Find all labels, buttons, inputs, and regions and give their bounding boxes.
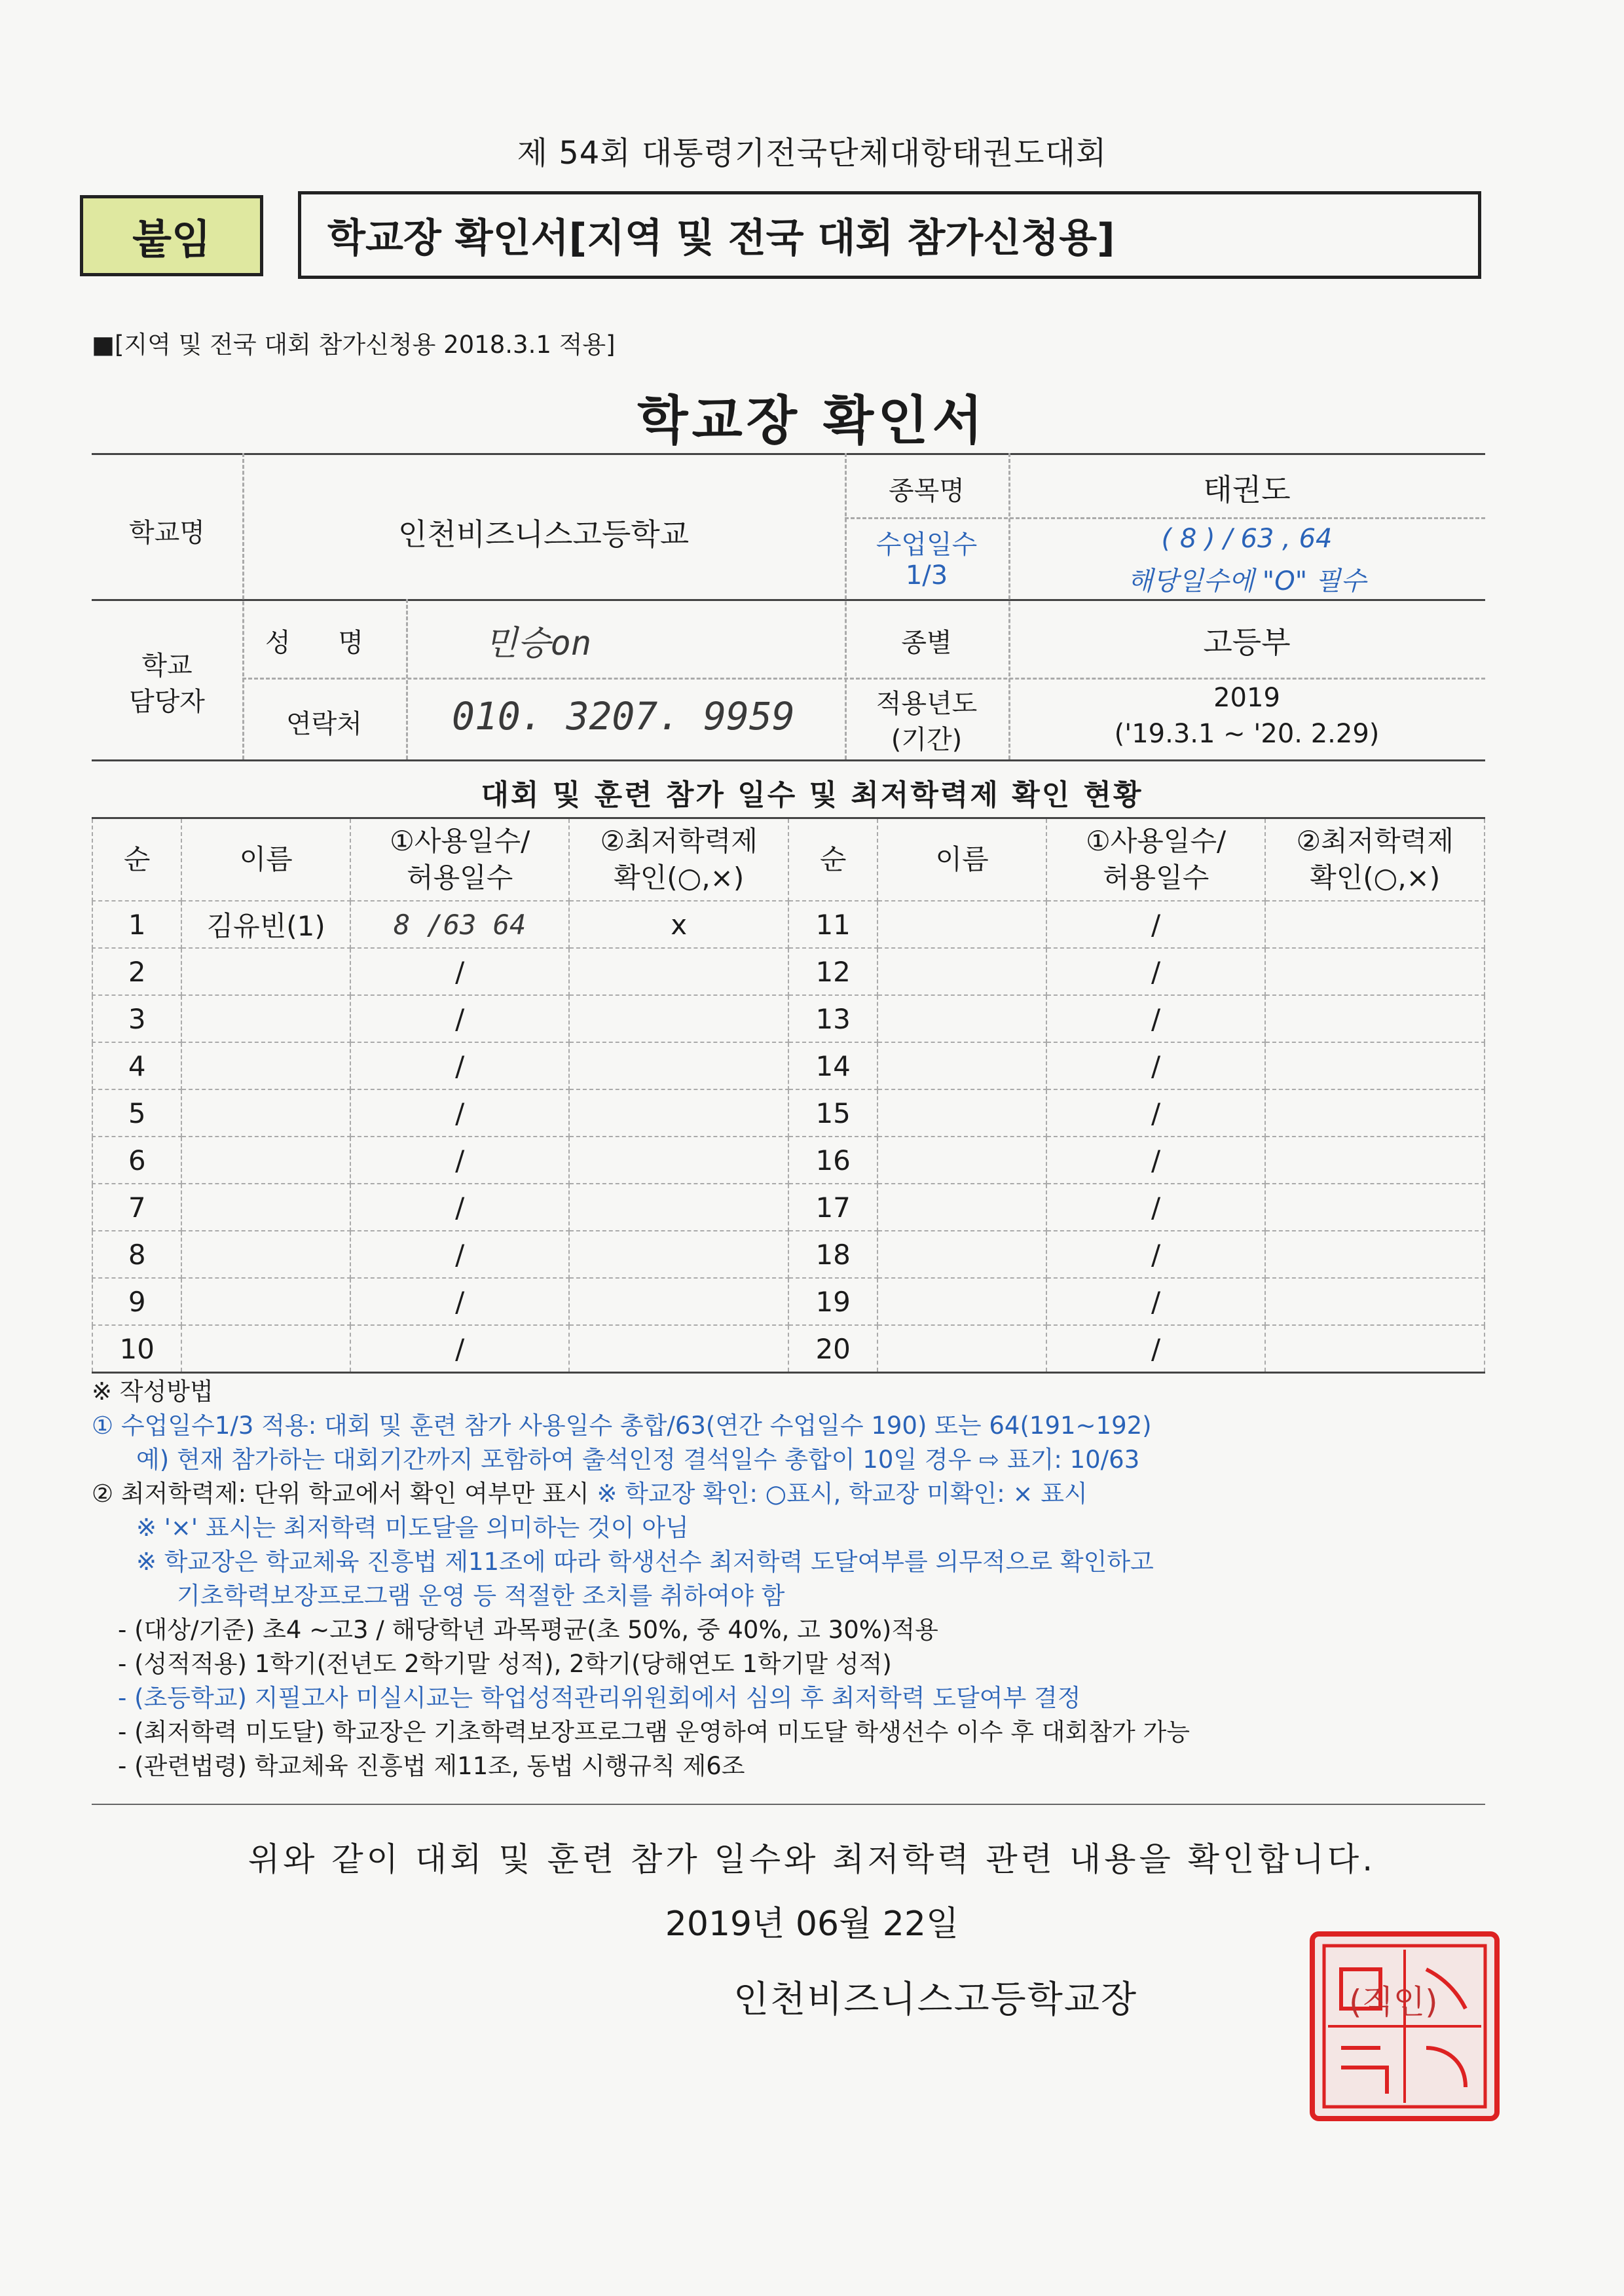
instructions bbox=[92, 1375, 1486, 1783]
row-days: / bbox=[1046, 1325, 1266, 1373]
instruction-text: ② 최저학력제: 단위 학교에서 확인 여부만 표시 bbox=[92, 1480, 597, 1508]
table-row bbox=[92, 1089, 1485, 1137]
instruction-line bbox=[92, 1477, 1486, 1511]
row-name bbox=[877, 1042, 1046, 1089]
table-row bbox=[92, 1231, 1485, 1278]
row-index: 3 bbox=[92, 995, 181, 1042]
row-academic bbox=[1265, 901, 1485, 948]
row-days: / bbox=[1046, 901, 1266, 948]
row-days: / bbox=[350, 1278, 570, 1325]
table-row bbox=[92, 901, 1485, 948]
instruction-line: ※ 학교장은 학교체육 진흥법 제11조에 따라 학생선수 최저학력 도달여부를 의무적으로 확인하고 bbox=[136, 1548, 1154, 1576]
days-header-line-2: 허용일수 bbox=[1102, 862, 1209, 894]
instruction-line: - (최저학력 미도달) 학교장은 기초학력보장프로그램 운영하여 미도달 학생선수 이수 후 대회참가 가능 bbox=[118, 1718, 1190, 1746]
school-name: 인천비즈니스고등학교 bbox=[397, 517, 690, 552]
row-academic bbox=[1265, 1231, 1485, 1278]
row-name: 김유빈(1) bbox=[181, 901, 350, 948]
col-index-header: 순 bbox=[92, 818, 181, 902]
info-divider bbox=[845, 517, 1485, 519]
row-index: 13 bbox=[788, 995, 877, 1042]
row-days: / bbox=[350, 1184, 570, 1231]
instruction-line: - (초등학교) 지필고사 미실시교는 학업성적관리위원회에서 심의 후 최저학력 도달여부 결정 bbox=[118, 1684, 1081, 1712]
division-label: 종별 bbox=[901, 628, 952, 658]
row-name bbox=[877, 1278, 1046, 1325]
row-days: / bbox=[350, 1325, 570, 1373]
phone-value: 010. 3207. 9959 bbox=[452, 694, 795, 738]
row-days: / bbox=[1046, 948, 1266, 995]
row-academic bbox=[1265, 1278, 1485, 1325]
row-academic bbox=[569, 995, 788, 1042]
col-name-header: 이름 bbox=[181, 818, 350, 902]
table-row bbox=[92, 1184, 1485, 1231]
instructions-heading: ※ 작성방법 bbox=[92, 1377, 213, 1406]
row-name bbox=[181, 1231, 350, 1278]
school-label: 학교명 bbox=[129, 518, 205, 548]
row-days: / bbox=[350, 995, 570, 1042]
row-index: 19 bbox=[788, 1278, 877, 1325]
instruction-line: 기초학력보장프로그램 운영 등 적절한 조치를 취하여야 함 bbox=[177, 1582, 785, 1610]
document-title: 학교장 확인서 bbox=[637, 390, 987, 451]
row-name bbox=[877, 948, 1046, 995]
row-academic bbox=[1265, 1184, 1485, 1231]
row-index: 11 bbox=[788, 901, 877, 948]
row-academic bbox=[1265, 948, 1485, 995]
class-days-hint: 해당일수에 "O" 필수 bbox=[1127, 566, 1367, 596]
row-days: / bbox=[350, 948, 570, 995]
row-academic: x bbox=[569, 901, 788, 948]
col-index-header: 순 bbox=[788, 818, 877, 902]
row-days: / bbox=[350, 1042, 570, 1089]
sport-label: 종목명 bbox=[889, 476, 965, 506]
info-column-line bbox=[406, 599, 408, 759]
sport-value: 태권도 bbox=[1203, 472, 1291, 507]
year-label-2: (기간) bbox=[891, 725, 963, 755]
row-days: / bbox=[1046, 1137, 1266, 1184]
col-academic-header bbox=[1265, 818, 1485, 902]
row-index: 12 bbox=[788, 948, 877, 995]
row-academic bbox=[569, 1042, 788, 1089]
row-days: / bbox=[1046, 1042, 1266, 1089]
days-header-line-2: 허용일수 bbox=[407, 862, 513, 894]
row-index: 1 bbox=[92, 901, 181, 948]
days-header-line-1: ①사용일수/ bbox=[390, 825, 530, 857]
row-name bbox=[877, 995, 1046, 1042]
row-days: / bbox=[1046, 995, 1266, 1042]
contact-label: 학교 bbox=[141, 651, 193, 681]
row-name bbox=[181, 1089, 350, 1137]
row-name bbox=[181, 1278, 350, 1325]
table-row bbox=[92, 948, 1485, 995]
table-header-row bbox=[92, 818, 1485, 902]
applied-note: ■[지역 및 전국 대회 참가신청용 2018.3.1 적용] bbox=[92, 331, 616, 359]
row-academic bbox=[1265, 1137, 1485, 1184]
row-name bbox=[877, 1137, 1046, 1184]
event-title: 제 54회 대통령기전국단체대항태권도대회 bbox=[517, 135, 1107, 172]
row-academic bbox=[569, 1325, 788, 1373]
row-name bbox=[181, 1184, 350, 1231]
row-name bbox=[877, 901, 1046, 948]
confirmation-text: 위와 같이 대회 및 훈련 참가 일수와 최저학력 관련 내용을 확인합니다. bbox=[248, 1840, 1376, 1878]
row-index: 10 bbox=[92, 1325, 181, 1373]
table-row bbox=[92, 1325, 1485, 1373]
col-academic-header bbox=[569, 818, 788, 902]
class-days-fraction: 1/3 bbox=[905, 560, 948, 591]
row-days: / bbox=[350, 1231, 570, 1278]
row-index: 14 bbox=[788, 1042, 877, 1089]
principal-name: 인천비즈니스고등학교장 bbox=[733, 1978, 1138, 2021]
row-index: 5 bbox=[92, 1089, 181, 1137]
row-days: / bbox=[350, 1137, 570, 1184]
official-seal bbox=[1310, 1931, 1500, 2121]
table-row bbox=[92, 995, 1485, 1042]
col-days-header bbox=[1046, 818, 1266, 902]
instruction-line: - (성적적용) 1학기(전년도 2학기말 성적), 2학기(당해연도 1학기말 성적) bbox=[118, 1650, 892, 1678]
row-index: 7 bbox=[92, 1184, 181, 1231]
academic-header-line-2: 확인(○,×) bbox=[614, 862, 745, 894]
row-academic bbox=[1265, 1089, 1485, 1137]
row-index: 15 bbox=[788, 1089, 877, 1137]
row-days: / bbox=[1046, 1278, 1266, 1325]
row-index: 8 bbox=[92, 1231, 181, 1278]
row-academic bbox=[569, 1184, 788, 1231]
col-days-header bbox=[350, 818, 570, 902]
col-name-header: 이름 bbox=[877, 818, 1046, 902]
row-index: 20 bbox=[788, 1325, 877, 1373]
header-title: 학교장 확인서[지역 및 전국 대회 참가신청용] bbox=[298, 191, 1481, 279]
row-index: 4 bbox=[92, 1042, 181, 1089]
instruction-line: ※ '×' 표시는 최저학력 미도달을 의미하는 것이 아님 bbox=[136, 1514, 689, 1542]
row-days: / bbox=[1046, 1184, 1266, 1231]
table-title: 대회 및 훈련 참가 일수 및 최저학력제 확인 현황 bbox=[481, 778, 1143, 812]
person-name-value: 민승on bbox=[485, 624, 592, 663]
instruction-line: - (관련법령) 학교체육 진흥법 제11조, 동법 시행규칙 제6조 bbox=[118, 1752, 745, 1780]
row-name bbox=[877, 1184, 1046, 1231]
class-days-label: 수업일수 bbox=[876, 530, 978, 560]
row-academic bbox=[569, 1278, 788, 1325]
row-index: 18 bbox=[788, 1231, 877, 1278]
row-academic bbox=[1265, 1325, 1485, 1373]
academic-header-line-1: ②최저학력제 bbox=[1296, 825, 1454, 857]
row-days: / bbox=[1046, 1231, 1266, 1278]
row-index: 16 bbox=[788, 1137, 877, 1184]
row-days: / bbox=[1046, 1089, 1266, 1137]
instruction-line: 예) 현재 참가하는 대회기간까지 포함하여 출석인정 결석일수 총합이 10일 경우 ⇨ 표기: 10/63 bbox=[136, 1446, 1140, 1474]
table-row bbox=[92, 1042, 1485, 1089]
row-days: / bbox=[350, 1089, 570, 1137]
table-row bbox=[92, 1278, 1485, 1325]
date-text: 2019년 06월 22일 bbox=[665, 1904, 959, 1944]
row-index: 2 bbox=[92, 948, 181, 995]
instruction-line: ① 수업일수1/3 적용: 대회 및 훈련 참가 사용일수 총합/63(연간 수업일수 190) 또는 64(191~192) bbox=[92, 1412, 1152, 1440]
class-days-value: ( 8 ) / 63 , 64 bbox=[1161, 524, 1333, 554]
instruction-text: ※ 학교장 확인: ○표시, 학교장 미확인: × 표시 bbox=[597, 1480, 1088, 1508]
row-name bbox=[181, 1137, 350, 1184]
row-academic bbox=[1265, 1042, 1485, 1089]
row-academic bbox=[1265, 995, 1485, 1042]
days-header-line-1: ①사용일수/ bbox=[1086, 825, 1227, 857]
attachment-badge: 붙임 bbox=[80, 195, 263, 276]
table-row bbox=[92, 1137, 1485, 1184]
row-index: 9 bbox=[92, 1278, 181, 1325]
info-bottom-line bbox=[92, 759, 1485, 761]
instructions-bottom-line bbox=[92, 1804, 1485, 1805]
academic-header-line-1: ②최저학력제 bbox=[600, 825, 758, 857]
seal-pattern-icon bbox=[1315, 1937, 1494, 2116]
participation-table bbox=[92, 817, 1485, 1374]
row-name bbox=[181, 948, 350, 995]
year-value: 2019 bbox=[1213, 683, 1280, 713]
row-name bbox=[181, 1325, 350, 1373]
row-index: 17 bbox=[788, 1184, 877, 1231]
phone-label: 연락처 bbox=[286, 709, 362, 739]
contact-label-2: 담당자 bbox=[129, 687, 205, 717]
row-academic bbox=[569, 1089, 788, 1137]
row-name bbox=[877, 1089, 1046, 1137]
person-name-label: 성 명 bbox=[265, 628, 383, 658]
academic-header-line-2: 확인(○,×) bbox=[1310, 862, 1441, 894]
row-academic bbox=[569, 1137, 788, 1184]
row-academic bbox=[569, 948, 788, 995]
year-label: 적용년도 bbox=[876, 689, 978, 719]
info-divider bbox=[242, 678, 1485, 680]
row-name bbox=[877, 1231, 1046, 1278]
info-middle-line bbox=[92, 599, 1485, 601]
row-name bbox=[877, 1325, 1046, 1373]
division-value: 고등부 bbox=[1203, 625, 1291, 660]
row-index: 6 bbox=[92, 1137, 181, 1184]
seal-label: (직인) bbox=[1349, 1983, 1438, 2021]
instruction-line: - (대상/기준) 초4 ~고3 / 해당학년 과목평균(초 50%, 중 40%, 고 30%)적용 bbox=[118, 1616, 938, 1644]
row-days: 8 /63 64 bbox=[350, 901, 570, 948]
row-academic bbox=[569, 1231, 788, 1278]
info-top-line bbox=[92, 453, 1485, 455]
row-name bbox=[181, 1042, 350, 1089]
year-period: ('19.3.1 ~ '20. 2.29) bbox=[1114, 719, 1380, 749]
row-name bbox=[181, 995, 350, 1042]
